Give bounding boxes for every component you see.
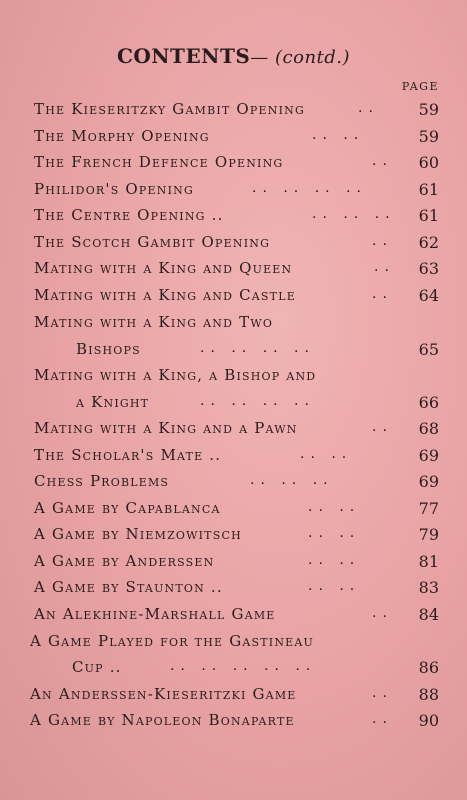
entry-page-number: 65 xyxy=(418,340,439,359)
entry-page-number: 61 xyxy=(418,180,439,199)
contents-entry xyxy=(0,632,467,658)
entry-leader: .. xyxy=(372,419,393,435)
entry-title: Mating with a King and Queen xyxy=(34,259,293,277)
entry-title: The French Defence Opening xyxy=(34,153,284,171)
entry-title: Mating with a King, a Bishop and xyxy=(34,366,317,384)
contents-entry xyxy=(0,393,467,419)
entry-leader: .. xyxy=(372,153,393,169)
entry-leader: .. .. xyxy=(300,446,353,462)
entry-leader: .. xyxy=(372,711,393,727)
entry-title: Mating with a King and a Pawn xyxy=(34,419,298,437)
entry-leader: .. .. xyxy=(312,127,365,143)
entry-page-number: 68 xyxy=(418,419,439,438)
entry-page-number: 61 xyxy=(418,206,439,225)
entry-leader: .. .. xyxy=(308,525,361,541)
entry-leader: .. xyxy=(372,286,393,302)
contents-entry xyxy=(0,419,467,445)
contents-entry xyxy=(0,525,467,551)
contents-entry xyxy=(0,499,467,525)
entry-title: Chess Problems xyxy=(34,472,170,490)
contents-entry xyxy=(0,685,467,711)
contents-entry xyxy=(0,658,467,684)
entry-leader: .. xyxy=(372,605,393,621)
contents-entry xyxy=(0,259,467,285)
entry-page-number: 86 xyxy=(418,658,439,677)
contents-entry xyxy=(0,100,467,126)
entry-title: Mating with a King and Castle xyxy=(34,286,296,304)
contents-entry xyxy=(0,472,467,498)
entry-title: A Game Played for the Gastineau xyxy=(30,632,315,650)
contents-entry xyxy=(0,313,467,339)
contents-entry xyxy=(0,366,467,392)
entry-leader: .. .. .. .. xyxy=(200,393,315,409)
contents-entry xyxy=(0,206,467,232)
entry-leader: .. .. xyxy=(308,552,361,568)
entry-leader: .. xyxy=(372,233,393,249)
contents-entry xyxy=(0,446,467,472)
entry-leader: .. xyxy=(374,259,395,275)
entry-title: A Game by Capablanca xyxy=(34,499,221,517)
entry-page-number: 79 xyxy=(418,525,439,544)
page-title xyxy=(0,44,467,68)
entry-page-number: 63 xyxy=(418,259,439,278)
entry-page-number: 66 xyxy=(418,393,439,412)
entry-page-number: 83 xyxy=(418,578,439,597)
entry-page-number: 69 xyxy=(418,472,439,491)
entry-title: Philidor's Opening xyxy=(34,180,194,198)
page-column-label: PAGE xyxy=(401,80,439,93)
entry-page-number: 77 xyxy=(418,499,439,518)
entry-title: Bishops xyxy=(76,340,141,358)
entry-leader: .. .. .. .. .. xyxy=(170,658,317,674)
entry-title: The Scholar's Mate .. xyxy=(34,446,222,464)
entry-page-number: 81 xyxy=(418,552,439,571)
entry-leader: .. .. .. xyxy=(250,472,334,488)
entry-page-number: 88 xyxy=(418,685,439,704)
entry-page-number: 60 xyxy=(418,153,439,172)
entry-title: A Game by Staunton .. xyxy=(34,578,223,596)
entry-page-number: 64 xyxy=(418,286,439,305)
entry-title: An Anderssen-Kieseritzki Game xyxy=(30,685,297,703)
contents-entry xyxy=(0,340,467,366)
entry-page-number: 62 xyxy=(418,233,439,252)
contents-entry xyxy=(0,286,467,312)
entry-title: An Alekhine-Marshall Game xyxy=(34,605,276,623)
contents-entry xyxy=(0,233,467,259)
entry-title: The Scotch Gambit Opening xyxy=(34,233,271,251)
entry-title: a Knight xyxy=(76,393,150,411)
title-suffix: — (contd.) xyxy=(250,47,351,68)
entry-title: Cup .. xyxy=(72,658,122,676)
contents-entry xyxy=(0,127,467,153)
entry-title: A Game by Niemzowitsch xyxy=(34,525,242,543)
entry-leader: .. .. .. .. xyxy=(200,340,315,356)
entry-title: Mating with a King and Two xyxy=(34,313,274,331)
entry-leader: .. .. .. .. xyxy=(252,180,367,196)
entry-leader: .. xyxy=(372,685,393,701)
entry-title: A Game by Napoleon Bonaparte xyxy=(30,711,295,729)
title-main: CONTENTS xyxy=(116,44,251,68)
contents-entry xyxy=(0,180,467,206)
entry-title: The Centre Opening .. xyxy=(34,206,224,224)
entry-page-number: 69 xyxy=(418,446,439,465)
entry-page-number: 84 xyxy=(418,605,439,624)
contents-entry xyxy=(0,711,467,737)
entry-title: The Kieseritzky Gambit Opening xyxy=(34,100,305,118)
contents-entry xyxy=(0,605,467,631)
entry-title: The Morphy Opening xyxy=(34,127,210,145)
entry-leader: .. .. .. xyxy=(312,206,396,222)
entry-title: A Game by Anderssen xyxy=(34,552,215,570)
contents-entry xyxy=(0,578,467,604)
entry-page-number: 59 xyxy=(418,127,439,146)
contents-entry xyxy=(0,552,467,578)
contents-entry xyxy=(0,153,467,179)
entry-leader: .. .. xyxy=(308,578,361,594)
entry-page-number: 90 xyxy=(418,711,439,730)
entry-leader: .. xyxy=(358,100,379,116)
entry-page-number: 59 xyxy=(418,100,439,119)
entry-leader: .. .. xyxy=(308,499,361,515)
